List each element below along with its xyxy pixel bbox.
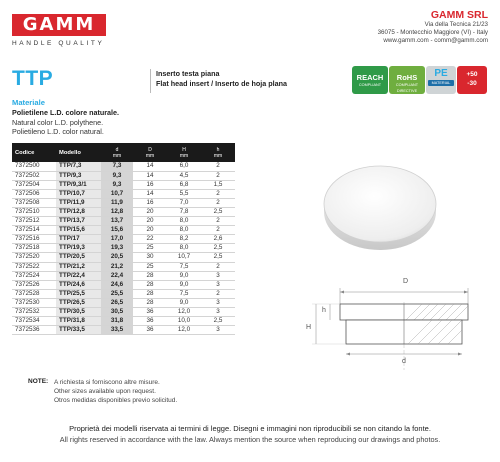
cell-d: 22,4 bbox=[101, 271, 133, 280]
header-D: D mm bbox=[133, 143, 167, 162]
cell-D: 14 bbox=[133, 189, 167, 198]
cell-h: 3 bbox=[201, 271, 235, 280]
cell-h: 2 bbox=[201, 189, 235, 198]
cell-code: 7372500 bbox=[12, 162, 56, 171]
cell-D: 14 bbox=[133, 162, 167, 171]
cell-D: 28 bbox=[133, 280, 167, 289]
material-es: Polietileno L.D. color natural. bbox=[12, 127, 104, 136]
header-H: H mm bbox=[167, 143, 201, 162]
pe-sub: MATERIAL bbox=[428, 80, 454, 86]
cell-D: 14 bbox=[133, 171, 167, 180]
cell-code: 7372520 bbox=[12, 253, 56, 262]
product-photo bbox=[312, 146, 448, 254]
table-row bbox=[12, 235, 235, 244]
cell-D: 16 bbox=[133, 198, 167, 207]
company-web: www.gamm.com - comm@gamm.com bbox=[383, 37, 488, 44]
cell-h: 2 bbox=[201, 162, 235, 171]
cell-model: TTP/7,3 bbox=[56, 162, 101, 171]
cell-model: TTP/21,2 bbox=[56, 262, 101, 271]
product-title-en-es: Flat head insert / Inserto de hoja plana bbox=[156, 79, 287, 88]
header bbox=[0, 0, 500, 60]
temp-min: -30 bbox=[467, 80, 477, 87]
table-row bbox=[12, 207, 235, 216]
cell-H: 10,7 bbox=[167, 253, 201, 262]
header-code: Codice bbox=[12, 143, 56, 162]
rohs-label: RoHS bbox=[396, 73, 418, 82]
material-heading: Materiale bbox=[12, 98, 45, 107]
cell-d: 26,5 bbox=[101, 298, 133, 307]
dim-label-H: H bbox=[306, 324, 312, 331]
cell-D: 36 bbox=[133, 308, 167, 317]
note-es: Otros medidas disponibles previo solicitud. bbox=[54, 397, 178, 404]
cell-d: 21,2 bbox=[101, 262, 133, 271]
footer-copyright-it: Proprietà dei modelli riservata ai termini di legge. Disegni e immagini non riproducibili se non citando la fonte. bbox=[69, 424, 431, 433]
cell-code: 7372504 bbox=[12, 180, 56, 189]
reach-badge bbox=[352, 66, 388, 94]
cell-code: 7372530 bbox=[12, 298, 56, 307]
cell-H: 7,8 bbox=[167, 207, 201, 216]
cell-code: 7372536 bbox=[12, 326, 56, 335]
cell-h: 2 bbox=[201, 171, 235, 180]
cell-H: 7,5 bbox=[167, 289, 201, 298]
cell-code: 7372518 bbox=[12, 244, 56, 253]
cell-D: 25 bbox=[133, 262, 167, 271]
dimensions-table bbox=[12, 143, 235, 335]
table-row bbox=[12, 317, 235, 326]
cell-model: TTP/20,5 bbox=[56, 253, 101, 262]
cell-D: 22 bbox=[133, 235, 167, 244]
table-row bbox=[12, 189, 235, 198]
cell-code: 7372532 bbox=[12, 308, 56, 317]
cell-d: 24,6 bbox=[101, 280, 133, 289]
cell-H: 10,0 bbox=[167, 317, 201, 326]
cell-D: 28 bbox=[133, 289, 167, 298]
cell-model: TTP/24,6 bbox=[56, 280, 101, 289]
cell-d: 31,8 bbox=[101, 317, 133, 326]
cell-code: 7372524 bbox=[12, 271, 56, 280]
header-d: d mm bbox=[101, 143, 133, 162]
cell-code: 7372512 bbox=[12, 217, 56, 226]
cell-D: 30 bbox=[133, 253, 167, 262]
table-row bbox=[12, 198, 235, 207]
cell-d: 7,3 bbox=[101, 162, 133, 171]
cell-model: TTP/11,9 bbox=[56, 198, 101, 207]
cell-model: TTP/26,5 bbox=[56, 298, 101, 307]
cell-H: 8,0 bbox=[167, 226, 201, 235]
product-code: TTP bbox=[12, 67, 54, 90]
cell-d: 9,3 bbox=[101, 171, 133, 180]
cell-model: TTP/30,5 bbox=[56, 308, 101, 317]
footer-copyright-en: All rights reserved in accordance with the law. Always mention the source when reproducing our drawings and photos. bbox=[59, 435, 441, 444]
table-row bbox=[12, 217, 235, 226]
table-header-row bbox=[12, 143, 235, 162]
cell-H: 12,0 bbox=[167, 308, 201, 317]
cell-d: 9,3 bbox=[101, 180, 133, 189]
pe-label: PE bbox=[434, 68, 448, 79]
rohs-sub: COMPLIANT DIRECTIVE bbox=[395, 83, 419, 93]
company-name: GAMM SRL bbox=[430, 9, 488, 21]
cell-H: 7,5 bbox=[167, 262, 201, 271]
cell-code: 7372534 bbox=[12, 317, 56, 326]
cell-code: 7372514 bbox=[12, 226, 56, 235]
cell-code: 7372526 bbox=[12, 280, 56, 289]
cell-D: 20 bbox=[133, 217, 167, 226]
reach-label: REACH bbox=[356, 73, 384, 82]
cell-model: TTP/25,5 bbox=[56, 289, 101, 298]
note-lines bbox=[54, 378, 234, 405]
cell-D: 28 bbox=[133, 271, 167, 280]
technical-drawing bbox=[300, 274, 476, 378]
cell-D: 25 bbox=[133, 244, 167, 253]
cell-d: 17,0 bbox=[101, 235, 133, 244]
cell-h: 2 bbox=[201, 217, 235, 226]
dim-label-d: d bbox=[402, 358, 406, 365]
cell-model: TTP/17 bbox=[56, 235, 101, 244]
cell-h: 3 bbox=[201, 280, 235, 289]
cell-H: 5,5 bbox=[167, 189, 201, 198]
cell-h: 2,5 bbox=[201, 317, 235, 326]
cell-model: TTP/33,5 bbox=[56, 326, 101, 335]
cell-D: 20 bbox=[133, 207, 167, 216]
cell-code: 7372516 bbox=[12, 235, 56, 244]
table-row bbox=[12, 162, 235, 171]
table-row bbox=[12, 280, 235, 289]
table-row bbox=[12, 298, 235, 307]
cell-h: 2,5 bbox=[201, 253, 235, 262]
cell-h: 2,5 bbox=[201, 207, 235, 216]
cell-h: 2 bbox=[201, 198, 235, 207]
table-row bbox=[12, 326, 235, 335]
table-row bbox=[12, 271, 235, 280]
rohs-badge bbox=[389, 66, 425, 94]
gamm-logo bbox=[12, 14, 106, 36]
header-h: h mm bbox=[201, 143, 235, 162]
cell-model: TTP/12,8 bbox=[56, 207, 101, 216]
cell-H: 7,0 bbox=[167, 198, 201, 207]
cell-code: 7372528 bbox=[12, 289, 56, 298]
cell-h: 3 bbox=[201, 308, 235, 317]
temperature-badge bbox=[457, 66, 487, 94]
cell-d: 13,7 bbox=[101, 217, 133, 226]
material-section bbox=[12, 98, 119, 137]
table-row bbox=[12, 171, 235, 180]
cell-d: 11,9 bbox=[101, 198, 133, 207]
cell-H: 12,0 bbox=[167, 326, 201, 335]
cell-H: 9,0 bbox=[167, 271, 201, 280]
cell-H: 4,5 bbox=[167, 171, 201, 180]
compliance-badges bbox=[352, 66, 488, 96]
cell-model: TTP/9,3 bbox=[56, 171, 101, 180]
material-it: Polietilene L.D. colore naturale. bbox=[12, 108, 120, 117]
cell-H: 8,2 bbox=[167, 235, 201, 244]
cell-h: 3 bbox=[201, 298, 235, 307]
cell-model: TTP/9,3/1 bbox=[56, 180, 101, 189]
material-en: Natural color L.D. polythene. bbox=[12, 117, 104, 127]
table-row bbox=[12, 262, 235, 271]
title-divider bbox=[150, 69, 151, 93]
company-info bbox=[378, 9, 488, 45]
header-model: Modello bbox=[56, 143, 101, 162]
cell-code: 7372508 bbox=[12, 198, 56, 207]
cell-D: 20 bbox=[133, 226, 167, 235]
cell-d: 20,5 bbox=[101, 253, 133, 262]
dim-label-D: D bbox=[403, 278, 409, 285]
table-row bbox=[12, 308, 235, 317]
cell-d: 25,5 bbox=[101, 289, 133, 298]
cell-model: TTP/15,6 bbox=[56, 226, 101, 235]
cell-H: 8,0 bbox=[167, 244, 201, 253]
dim-label-h: h bbox=[322, 307, 326, 314]
cell-H: 9,0 bbox=[167, 298, 201, 307]
table-row bbox=[12, 253, 235, 262]
cell-h: 1,5 bbox=[201, 180, 235, 189]
cell-H: 9,0 bbox=[167, 280, 201, 289]
drawing-svg bbox=[300, 274, 476, 378]
cell-h: 2,6 bbox=[201, 235, 235, 244]
reach-sub: COMPLIANT bbox=[358, 83, 382, 87]
cell-d: 30,5 bbox=[101, 308, 133, 317]
cell-model: TTP/22,4 bbox=[56, 271, 101, 280]
company-address: Via della Tecnica 21/23 bbox=[424, 21, 488, 28]
cell-d: 12,8 bbox=[101, 207, 133, 216]
company-city: 36075 - Montecchio Maggiore (VI) - Italy bbox=[377, 29, 488, 36]
cell-model: TTP/10,7 bbox=[56, 189, 101, 198]
cell-D: 16 bbox=[133, 180, 167, 189]
cell-code: 7372522 bbox=[12, 262, 56, 271]
table-row bbox=[12, 289, 235, 298]
cell-model: TTP/13,7 bbox=[56, 217, 101, 226]
cell-h: 2 bbox=[201, 226, 235, 235]
pe-material-badge bbox=[426, 66, 456, 94]
cell-code: 7372506 bbox=[12, 189, 56, 198]
note-label: NOTE: bbox=[28, 378, 49, 385]
note-en: Other sizes available upon request. bbox=[54, 388, 156, 395]
cell-H: 6,8 bbox=[167, 180, 201, 189]
cell-D: 28 bbox=[133, 298, 167, 307]
table-row bbox=[12, 244, 235, 253]
cell-h: 2 bbox=[201, 262, 235, 271]
cell-h: 2,5 bbox=[201, 244, 235, 253]
cell-d: 15,6 bbox=[101, 226, 133, 235]
product-titles bbox=[156, 69, 287, 89]
cell-d: 10,7 bbox=[101, 189, 133, 198]
temp-max: +50 bbox=[466, 71, 478, 78]
product-title-it: Inserto testa piana bbox=[156, 69, 220, 78]
cell-H: 8,0 bbox=[167, 217, 201, 226]
logo-text: GAMM bbox=[22, 14, 96, 35]
logo-tagline: HANDLE QUALITY bbox=[12, 40, 105, 47]
cell-model: TTP/31,8 bbox=[56, 317, 101, 326]
table-row bbox=[12, 180, 235, 189]
cell-code: 7372510 bbox=[12, 207, 56, 216]
table-row bbox=[12, 226, 235, 235]
cell-D: 36 bbox=[133, 326, 167, 335]
cell-D: 36 bbox=[133, 317, 167, 326]
cell-code: 7372502 bbox=[12, 171, 56, 180]
note-it: A richiesta si forniscono altre misure. bbox=[54, 379, 160, 386]
cell-h: 2 bbox=[201, 289, 235, 298]
cell-model: TTP/19,3 bbox=[56, 244, 101, 253]
cell-h: 3 bbox=[201, 326, 235, 335]
cell-H: 6,0 bbox=[167, 162, 201, 171]
cell-d: 33,5 bbox=[101, 326, 133, 335]
cell-d: 19,3 bbox=[101, 244, 133, 253]
